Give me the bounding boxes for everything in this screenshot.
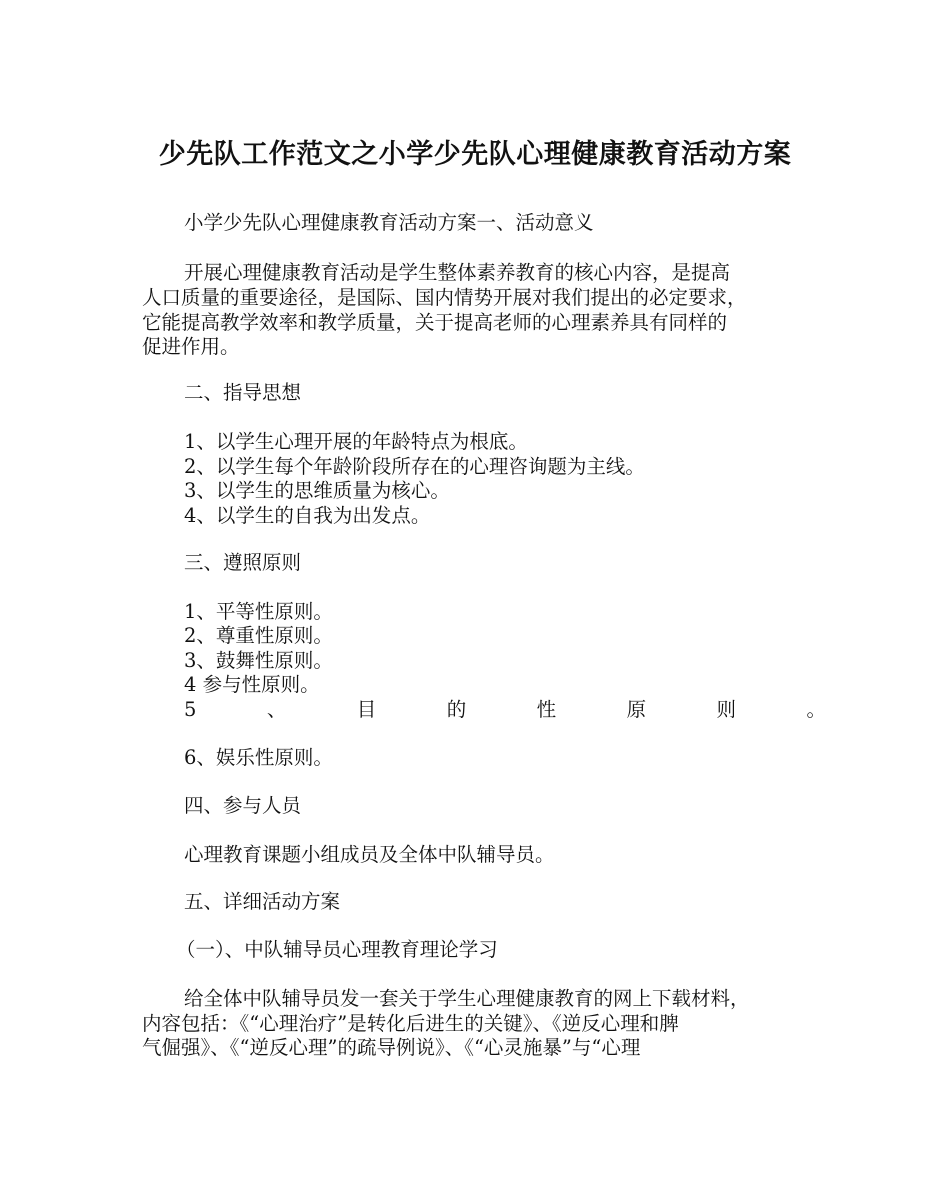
- para-last-line2: 内容包括：《“心理治疗”是转化后进生的关键》、《逆反心理和脾: [142, 1012, 679, 1035]
- principle5-char: 原: [626, 698, 647, 721]
- principle5-char: 。: [806, 698, 826, 721]
- section-heading-2: 二、指导思想: [184, 381, 302, 404]
- para-last-line1: 给全体中队辅导员发一套关于学生心理健康教育的网上下载材料，: [184, 987, 750, 1010]
- principle5-char: 性: [536, 698, 557, 721]
- principle-item: 1、平等性原则。: [184, 600, 333, 623]
- para1-line4: 促进作用。: [142, 335, 240, 358]
- para1-line2: 人口质量的重要途径，是国际、国内情势开展对我们提出的必定要求，: [142, 286, 747, 309]
- principle-item-justified: [184, 698, 826, 722]
- intro-heading: 小学少先队心理健康教育活动方案一、活动意义: [184, 211, 594, 234]
- para-last-line3: 气倔强》、《“逆反心理”的疏导例说》、《“心灵施暴”与“心理: [142, 1036, 641, 1059]
- section-heading-5: 五、详细活动方案: [184, 890, 341, 913]
- section-heading-4: 四、参与人员: [184, 794, 302, 817]
- principle5-char: 、: [266, 698, 287, 721]
- para1-line1: 开展心理健康教育活动是学生整体素养教育的核心内容，是提高: [184, 261, 731, 284]
- guideline-item: 3、以学生的思维质量为核心。: [184, 479, 450, 502]
- principle5-char: 5: [184, 698, 197, 721]
- participants-text: 心理教育课题小组成员及全体中队辅导员。: [184, 843, 555, 866]
- principle-item: 2、尊重性原则。: [184, 624, 333, 647]
- principle-item: 3、鼓舞性原则。: [184, 649, 333, 672]
- principle5-char: 则: [716, 698, 737, 721]
- principle5-char: 的: [446, 698, 467, 721]
- guideline-item: 2、以学生每个年龄阶段所存在的心理咨询题为主线。: [184, 455, 645, 478]
- subsection-heading: （一）、中队辅导员心理教育理论学习: [176, 938, 498, 961]
- principle-item: 6、娱乐性原则。: [184, 746, 333, 769]
- section-heading-3: 三、遵照原则: [184, 551, 302, 574]
- document-title: 少先队工作范文之小学少先队心理健康教育活动方案: [158, 139, 792, 170]
- principle5-char: 目: [356, 698, 377, 721]
- guideline-item: 4、以学生的自我为出发点。: [184, 504, 431, 527]
- guideline-item: 1、以学生心理开展的年龄特点为根底。: [184, 430, 528, 453]
- principle-item: 4 参与性原则。: [184, 673, 320, 696]
- para1-line3: 它能提高教学效率和教学质量，关于提高老师的心理素养具有同样的: [142, 311, 728, 334]
